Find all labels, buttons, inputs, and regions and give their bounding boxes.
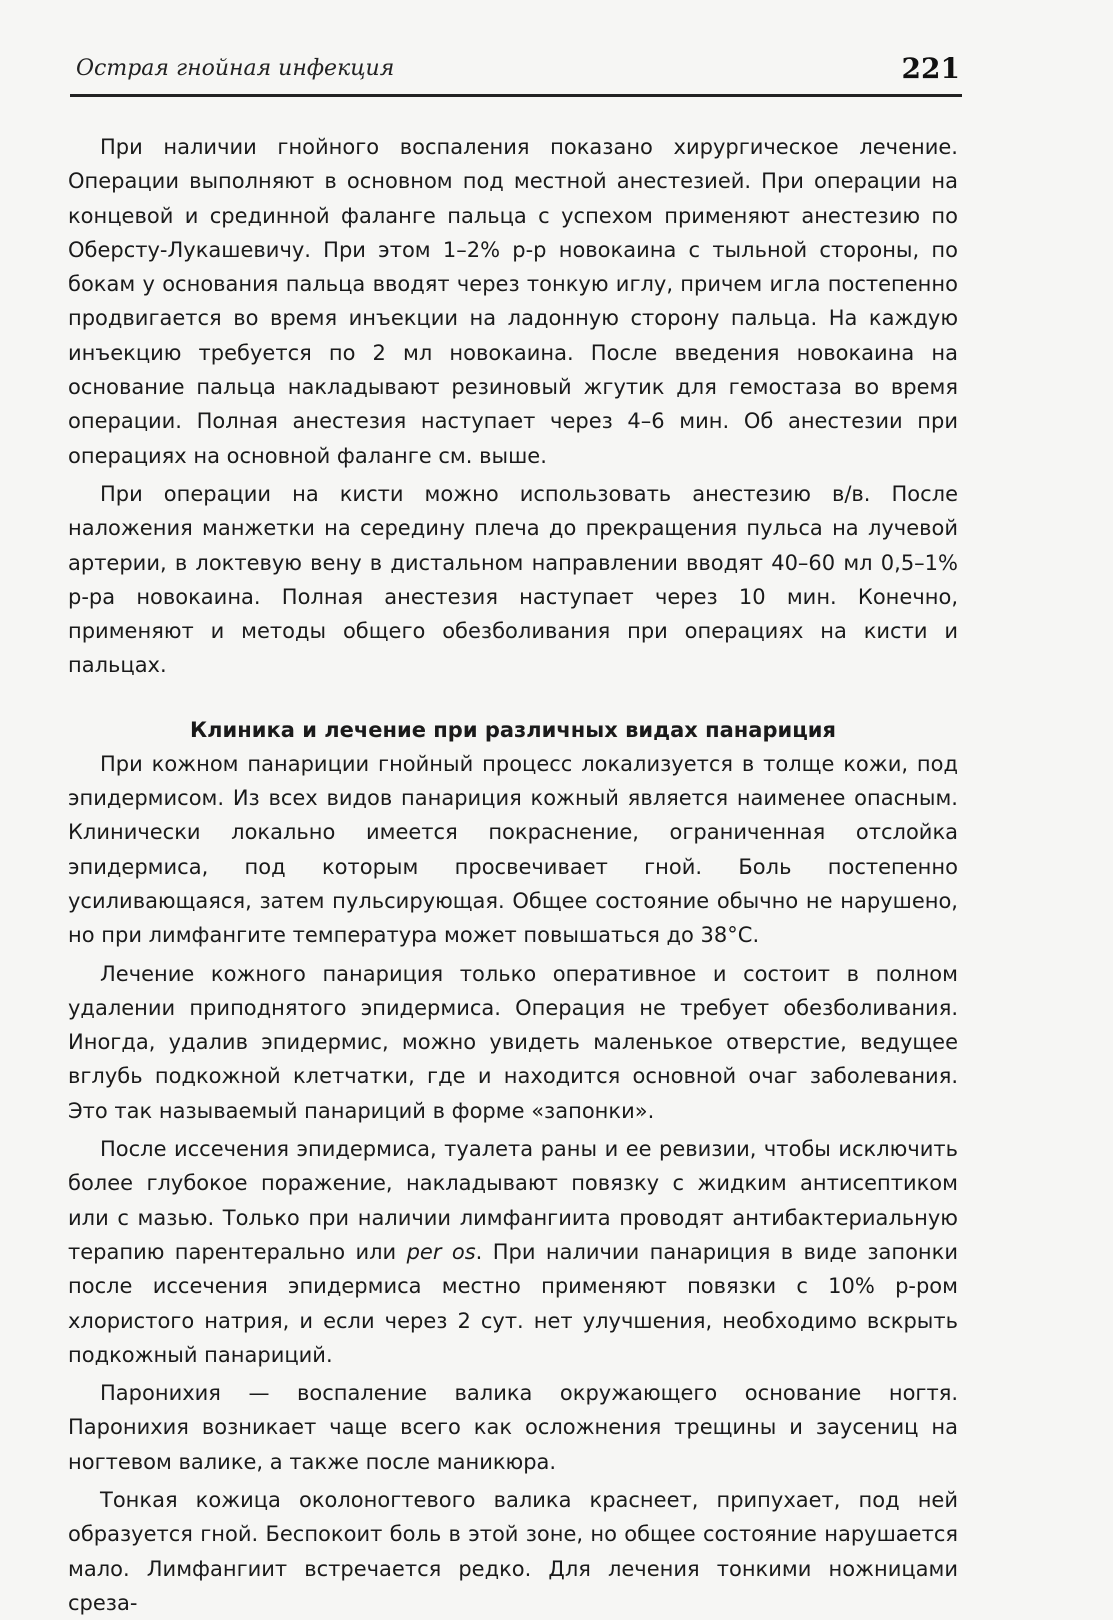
- page-number: 221: [901, 52, 960, 85]
- latin-term: per os: [406, 1239, 476, 1264]
- paragraph-skin-panaritium: При кожном панариции гнойный процесс локализуется в толще кожи, под эпидермисом. Из всех видов панариция кожный является наименее опасным. Клинически локально имеется покраснение, ограниченная отслойка эпидермиса, под которым просвечивает гной. Боль постепенно усиливающаяся, затем пульсирующая. Общее состояние обычно не нарушено, но при лимфангите температура может повышаться до 38°С.: [68, 751, 958, 948]
- chapter-title: Острая гнойная инфекция: [76, 56, 395, 81]
- text-segment: После иссечения эпидермиса, туалета раны и ее ревизии, чтобы исключить более глубокое поражение, накладывают повязку с жидким антисептиком или с мазью. Только при наличии лимфангиита проводят антибактериальную терапию парентерально или: [68, 1137, 958, 1264]
- paragraph-after-excision: [68, 1132, 958, 1372]
- running-header: [70, 48, 962, 97]
- paragraph-anesthesia: При наличии гнойного воспаления показано хирургическое лечение. Операции выполняют в основном под местной анестезией. При операции на концевой и срединной фаланге пальца с успехом применяют анестезию по Оберсту-Лукашевичу. При этом 1–2% р-р новокаина с тыльной стороны, по бокам у основания пальца вводят через тонкую иглу, причем игла постепенно продвигается во время инъекции на ладонную сторону пальца. На каждую инъекцию требуется по 2 мл новокаина. После введения новокаина на основание пальца накладывают резиновый жгутик для гемостаза во время операции. Полная анестезия наступает через 4–6 мин. Об анестезии при операциях на основной фаланге см. выше.: [68, 135, 958, 468]
- paragraph-paronychia: Паронихия — воспаление валика окружающего основание ногтя. Паронихия возникает чаще всего как осложнения трещины и заусениц на ногтевом валике, а также после маникюра.: [68, 1381, 958, 1474]
- paragraph-treatment: Лечение кожного панариция только оперативное и состоит в полном удалении приподнятого эпидермиса. Операция не требует обезболивания. Иногда, удалив эпидермис, можно увидеть маленькое отверстие, ведущее вглубь подкожной клетчатки, где и находится основной очаг заболевания. Это так называемый панариций в форме «запонки».: [68, 961, 958, 1123]
- paragraph-iv-anesthesia: При операции на кисти можно использовать анестезию в/в. После наложения манжетки на середину плеча до прекращения пульса на лучевой артерии, в локтевую вену в дистальном направлении вводят 40–60 мл 0,5–1% р-ра новокаина. Полная анестезия наступает через 10 мин. Конечно, применяют и методы общего обезболивания при операциях на кисти и пальцах.: [68, 481, 958, 678]
- section-heading: Клиника и лечение при различных видах панариция: [189, 717, 836, 742]
- body-text: [68, 130, 958, 1620]
- text-segment: . При наличии панариция в виде запонки после иссечения эпидермиса местно применяют повязки с 10% р-ром хлористого натрия, и если через 2 сут. нет улучшения, необходимо вскрыть подкожный панариций.: [68, 1239, 958, 1367]
- paragraph-paronychia-symptoms: Тонкая кожица околоногтевого валика краснеет, припухает, под ней образуется гной. Беспокоит боль в этой зоне, но общее состояние нарушается мало. Лимфангиит встречается редко. Для лечения тонкими ножницами среза-: [68, 1487, 958, 1615]
